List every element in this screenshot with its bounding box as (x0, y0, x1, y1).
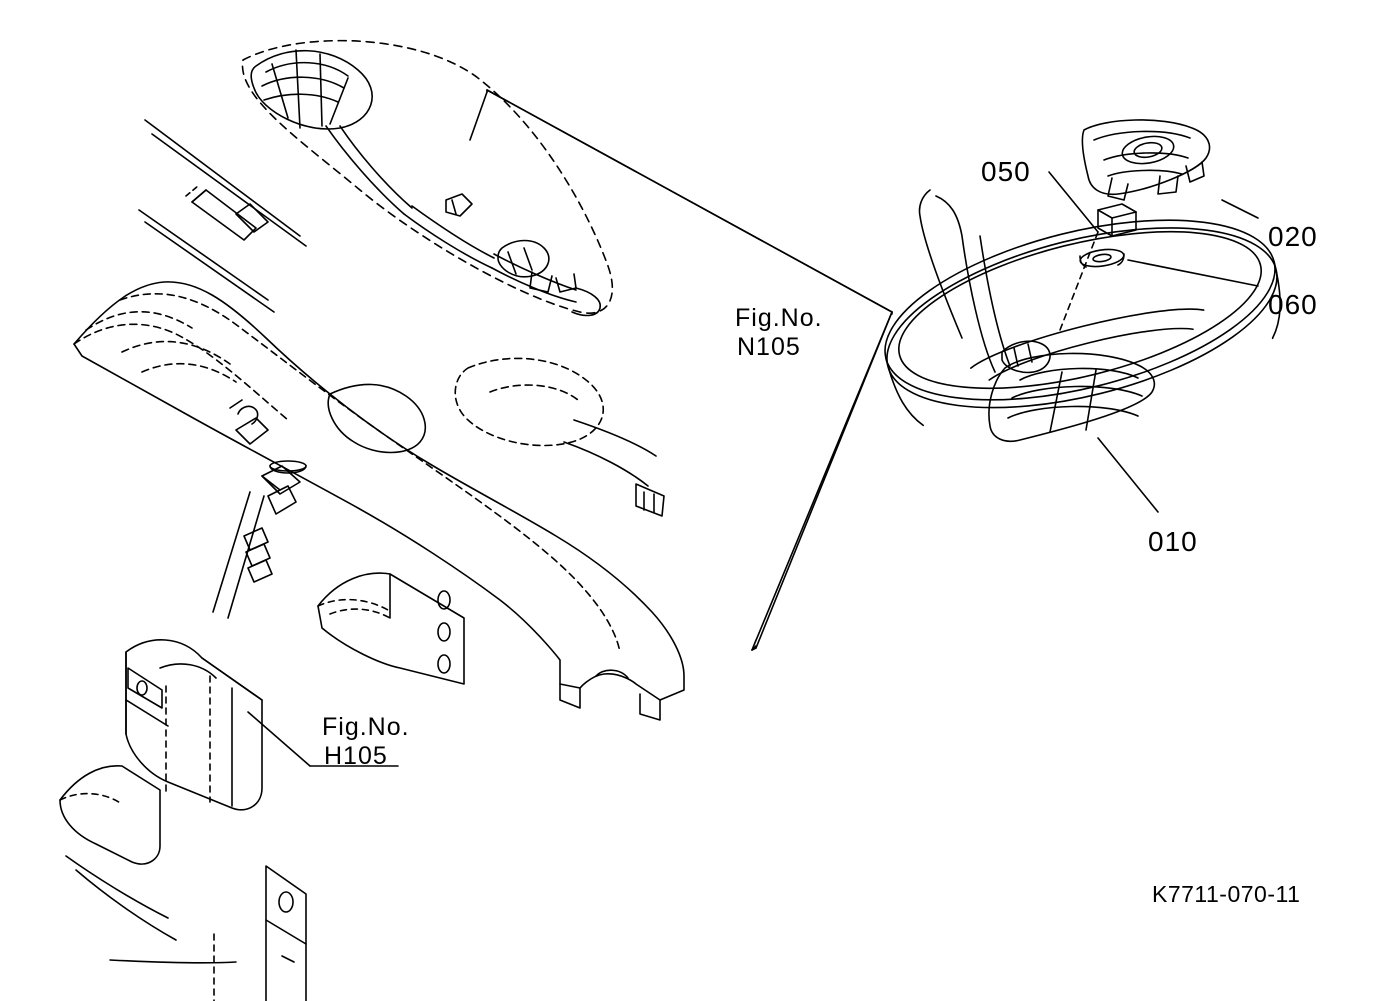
figure-ref-h105-line1: Fig.No. (322, 713, 410, 741)
part-060-washer (1079, 247, 1125, 269)
callout-060-label: 060 (1268, 289, 1318, 320)
steering-column-lower (213, 400, 306, 618)
part-020-cap (1082, 120, 1209, 200)
lower-bracket-h105 (60, 640, 306, 1001)
leader-010 (1098, 438, 1158, 512)
steering-column-upper (139, 120, 306, 312)
figure-ref-n105-line1: Fig.No. (735, 304, 823, 332)
drawing-number: K7711-070-11 (1152, 881, 1301, 907)
figure-ref-h105-line2: H105 (324, 742, 388, 770)
leader-050 (1049, 172, 1098, 232)
callout-020-label: 020 (1268, 221, 1318, 252)
callout-010-label: 010 (1148, 526, 1198, 557)
upper-steering-wheel (251, 50, 600, 315)
dash-hood-body (74, 282, 684, 720)
dashboard-hood-assembly (60, 41, 684, 1001)
leader-020 (1222, 200, 1258, 218)
steering-wheel-assembly (867, 120, 1295, 512)
callout-050-label: 050 (981, 156, 1031, 187)
assembly-reference-lines (470, 90, 892, 650)
hood-front-panel (318, 573, 464, 684)
leader-060 (1128, 260, 1258, 286)
figure-ref-n105-line2: N105 (737, 333, 801, 361)
leader-h105 (248, 712, 310, 766)
